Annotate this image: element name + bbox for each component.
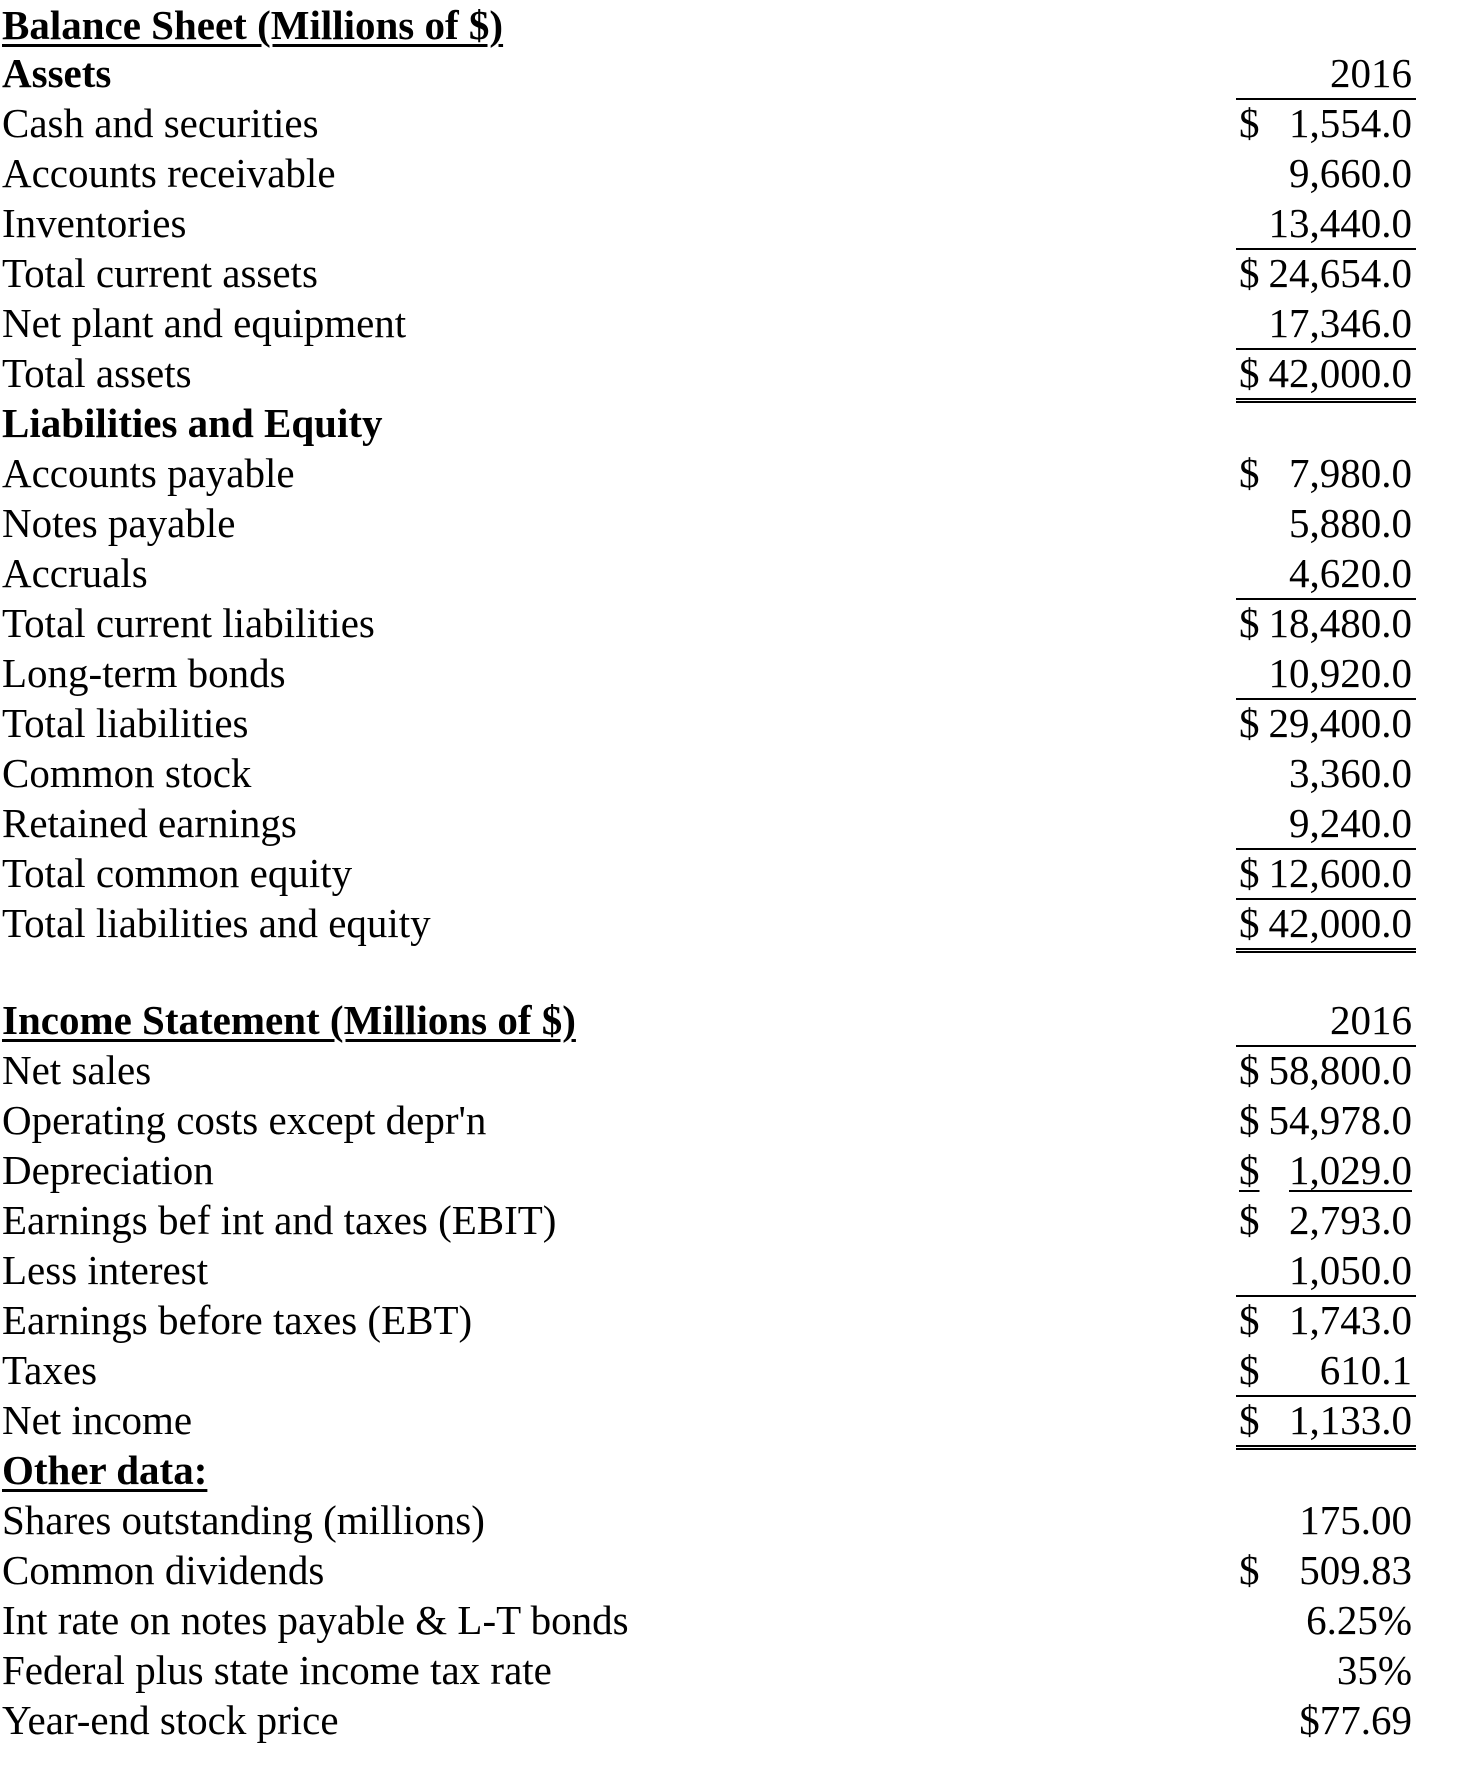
currency-sign: $ [1239,1397,1260,1443]
amount: 5,880.0 [1289,500,1412,546]
line-item-value [1236,448,1416,498]
line-item-row [0,198,1477,248]
line-item-value [1236,598,1416,648]
amount: $77.69 [1299,1697,1412,1743]
line-item-value [1236,848,1416,900]
line-item-label: Accounts receivable [2,150,336,196]
other-data-title: Other data: [2,1447,208,1493]
amount: 58,800.0 [1268,1047,1412,1093]
line-item-value [1236,348,1416,403]
currency-sign: $ [1239,600,1260,646]
currency-sign: $ [1239,1047,1260,1093]
amount: 6.25% [1306,1597,1412,1643]
subtotal-row [0,248,1477,298]
liabilities-heading-row [0,398,1477,448]
line-item-value [1236,1395,1416,1450]
line-item-value [1236,498,1416,548]
line-item-value [1236,648,1416,700]
line-item-label: Depreciation [2,1147,214,1193]
income-statement-title: Income Statement (Millions of $) [2,997,576,1043]
line-item-label: Federal plus state income tax rate [2,1647,552,1693]
line-item-row [0,1495,1477,1545]
line-item-row [0,298,1477,348]
line-item-row [0,1595,1477,1645]
line-item-label: Taxes [2,1347,98,1393]
line-item-value [1236,1345,1416,1397]
amount: 7,980.0 [1289,450,1412,496]
amount: 18,480.0 [1268,600,1412,646]
currency-sign: $ [1239,100,1260,146]
line-item-label: Common stock [2,750,252,796]
year-label: 2016 [1330,50,1412,96]
subtotal-row [0,1195,1477,1245]
amount: 1,029.0 [1289,1147,1412,1193]
line-item-label: Total common equity [2,850,353,896]
total-row [0,898,1477,948]
balance-sheet-title: Balance Sheet (Millions of $) [2,2,504,48]
line-item-label: Cash and securities [2,100,319,146]
amount: 24,654.0 [1268,250,1412,296]
assets-heading-row [0,48,1477,98]
amount: 509.83 [1299,1547,1412,1593]
currency-sign: $ [1239,1547,1260,1593]
amount: 12,600.0 [1268,850,1412,896]
currency-sign: $ [1239,1197,1260,1243]
subtotal-row [0,1295,1477,1345]
subtotal-row [0,698,1477,748]
amount: 1,743.0 [1289,1297,1412,1343]
line-item-label: Retained earnings [2,800,297,846]
line-item-row [0,148,1477,198]
line-item-value [1236,1695,1416,1745]
line-item-row [0,1645,1477,1695]
currency-sign: $ [1239,1147,1260,1193]
line-item-label: Accounts payable [2,450,295,496]
line-item-row [0,1045,1477,1095]
amount: 9,240.0 [1289,800,1412,846]
line-item-value [1236,248,1416,298]
amount: 42,000.0 [1268,350,1412,396]
currency-sign: $ [1239,1347,1260,1393]
currency-sign: $ [1239,900,1260,946]
line-item-row [0,448,1477,498]
amount: 1,133.0 [1289,1397,1412,1443]
line-item-label: Inventories [2,200,187,246]
line-item-label: Total liabilities and equity [2,900,431,946]
currency-sign: $ [1239,450,1260,496]
line-item-value [1236,1645,1416,1695]
line-item-value [1236,898,1416,953]
total-row [0,1395,1477,1445]
line-item-label: Total current liabilities [2,600,375,646]
line-item-label: Net sales [2,1047,152,1093]
currency-sign: $ [1239,850,1260,896]
line-item-value [1236,298,1416,350]
line-item-label: Year-end stock price [2,1697,339,1743]
line-item-row [0,648,1477,698]
amount: 29,400.0 [1268,700,1412,746]
line-item-label: Less interest [2,1247,209,1293]
year-label: 2016 [1330,997,1412,1043]
total-row [0,348,1477,398]
subtotal-row [0,598,1477,648]
amount: 1,554.0 [1289,100,1412,146]
amount: 54,978.0 [1268,1097,1412,1143]
line-item-value [1236,1295,1416,1345]
line-item-row [0,1545,1477,1595]
line-item-value [1236,1145,1416,1195]
currency-sign: $ [1239,1297,1260,1343]
line-item-label: Accruals [2,550,148,596]
line-item-value [1236,1495,1416,1545]
amount: 13,440.0 [1268,200,1412,246]
amount: 10,920.0 [1268,650,1412,696]
line-item-label: Total liabilities [2,700,249,746]
line-item-row [0,498,1477,548]
line-item-label: Int rate on notes payable & L-T bonds [2,1597,629,1643]
currency-sign: $ [1239,700,1260,746]
line-item-label: Common dividends [2,1547,325,1593]
line-item-label: Earnings bef int and taxes (EBIT) [2,1197,557,1243]
line-item-label: Total assets [2,350,192,396]
line-item-value [1236,1045,1416,1095]
line-item-value [1236,698,1416,748]
balance-sheet-title-row [0,0,1477,50]
line-item-label: Net plant and equipment [2,300,407,346]
currency-sign: $ [1239,250,1260,296]
amount: 1,050.0 [1289,1247,1412,1293]
line-item-row [0,1695,1477,1745]
amount: 175.00 [1299,1497,1412,1543]
line-item-row [0,1145,1477,1195]
line-item-label: Shares outstanding (millions) [2,1497,485,1543]
balance-sheet-year [1236,48,1416,100]
line-item-value [1236,798,1416,850]
income-statement-year [1236,995,1416,1047]
line-item-row [0,548,1477,598]
other-data-title-row [0,1445,1477,1495]
line-item-value [1236,1195,1416,1245]
line-item-label: Total current assets [2,250,318,296]
line-item-row [0,1345,1477,1395]
line-item-row [0,798,1477,848]
line-item-value [1236,98,1416,148]
amount: 35% [1336,1647,1412,1693]
line-item-label: Earnings before taxes (EBT) [2,1297,473,1343]
line-item-value [1236,1545,1416,1595]
amount: 17,346.0 [1268,300,1412,346]
amount: 2,793.0 [1289,1197,1412,1243]
line-item-label: Long-term bonds [2,650,286,696]
amount: 42,000.0 [1268,900,1412,946]
line-item-value [1236,1595,1416,1645]
income-statement-title-row [0,995,1477,1045]
line-item-value [1236,748,1416,798]
line-item-value [1236,548,1416,600]
line-item-value [1236,1245,1416,1297]
line-item-row [0,748,1477,798]
line-item-row [0,1095,1477,1145]
assets-heading: Assets [2,50,112,96]
line-item-row [0,1245,1477,1295]
currency-sign: $ [1239,350,1260,396]
amount: 4,620.0 [1289,550,1412,596]
line-item-label: Operating costs except depr'n [2,1097,487,1143]
amount: 9,660.0 [1289,150,1412,196]
subtotal-row [0,848,1477,898]
line-item-row [0,98,1477,148]
amount: 3,360.0 [1289,750,1412,796]
line-item-label: Notes payable [2,500,236,546]
line-item-label: Net income [2,1397,193,1443]
line-item-value [1236,148,1416,198]
liabilities-heading: Liabilities and Equity [2,400,383,446]
line-item-value [1236,198,1416,250]
line-item-value [1236,1095,1416,1145]
amount: 610.1 [1319,1347,1412,1393]
currency-sign: $ [1239,1097,1260,1143]
